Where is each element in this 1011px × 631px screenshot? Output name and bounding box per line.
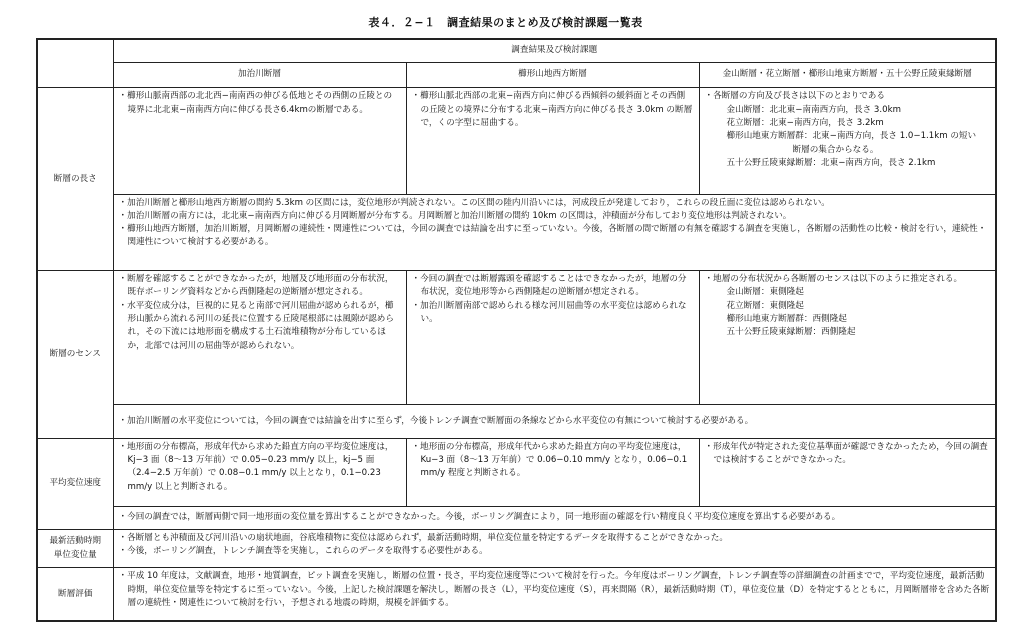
sense-kushigata-west: ・ 今回の調査では断層露頭を確認することはできなかったが，地層の分布状況，変位地形等から西側隆起の逆断層が想定される。 ・ 加治川断層南部で認められる様な河川屈曲等の水平変位は認められない。 bbox=[406, 271, 699, 405]
eval-text: ・ 平成 10 年度は，文献調査，地形・地質調査，ピット調査を実施し，断層の位置・長さ，平均変位速度等について検討を行った。今年度はボーリング調査，トレンチ調査等の詳細調査の計画までで，平均変位速度，最新活動時期，単位変位量等を特定するに至っていない。今後，上記した検討課題を解決し，断層の長さ（L），平均変位速度（S），再来間隔（R），最新活動時期（T），単位変位量（D）を特定するとともに，月岡断層帯を含めた各断層の連続性・関連性について検討を行い，予想される地震の時期，規模を評価する。 bbox=[113, 568, 996, 621]
rate-others: ・ 形成年代が特定された変位基準面が確認できなかったため，今回の調査では検討することができなかった。 bbox=[699, 438, 996, 506]
length-others: ・ 各断層の方向及び長さは以下のとおりである 金山断層：北北東−南南西方向，長さ 3.0km 花立断層：北東−南西方向，長さ 3.2km 櫛形山地東方断層群：北東−南西方向，長さ 1.0−1.1km の短い 断層の集合からなる。 五十公野丘陵東縁断層：北東−南西方向，長さ 2.1km bbox=[699, 88, 996, 194]
length-kushigata-west: ・ 櫛形山脈北西部の北東−南西方向に伸びる西傾斜の緩斜面とその西側の丘陵との境界に分布する北東−南西方向に伸びる長さ 3.0km の断層で，くの字型に屈曲する。 bbox=[406, 88, 699, 194]
latest-notes: ・ 各断層とも沖積面及び河川沿いの扇状地面，谷底堆積物に変位は認められず，最新活動時期，単位変位量を特定するデータを取得することができなかった。 ・ 今後，ボーリング調査，トレンチ調査等を実施し，これらのデータを取得する必要性がある。 bbox=[113, 530, 996, 568]
header-kajikawa: 加治川断層 bbox=[113, 62, 406, 87]
row-label-sense: 断層のセンス bbox=[37, 271, 113, 439]
rate-note: ・ 今回の調査では，断層両側で同一地形面の変位量を算出することができなかった。今後，ボーリング調査により，同一地形面の確認を行い精度良く平均変位速度を算出する必要がある。 bbox=[113, 506, 996, 529]
row-label-length: 断層の長さ bbox=[37, 88, 113, 271]
length-notes: ・ 加治川断層と櫛形山地西方断層の間約 5.3km の区間には，変位地形が判読されない。この区間の陸内川沿いには，河成段丘が発達しており，これらの段丘面に変位は認められない。 ・ 加治川断層の南方には，北北東−南南西方向に伸びる月岡断層が分布する。月岡断層と加治川断層の間約 10km の区間は，沖積面が分布しており変位地形は判読されない。 ・ 櫛形山地西方断層，加治川断層，月岡断層の連続性・関連性については，今回の調査では結論を出すに至っていない。今後，各断層の間で断層の有無を確認する調査を実施し，各断層の活動性の比較・検討を行い，連続性・関連性について検討する必要がある。 bbox=[113, 194, 996, 270]
sense-note: ・ 加治川断層の水平変位については，今回の調査では結論を出すに至らず，今後トレンチ調査で断層面の条線などから水平変位の有無について検討する必要がある。 bbox=[113, 404, 996, 438]
length-kajikawa: ・ 櫛形山脈南西部の北北西−南南西の伸びる低地とその西側の丘陵との境界に北北東−南南西方向に伸びる長さ6.4kmの断層である。 bbox=[113, 88, 406, 194]
row-label-rate: 平均変位速度 bbox=[37, 438, 113, 529]
header-group: 調査結果及び検討課題 bbox=[113, 39, 996, 62]
header-others: 金山断層・花立断層・櫛形山地東方断層・五十公野丘陵東縁断層 bbox=[699, 62, 996, 87]
sense-kajikawa: ・ 断層を確認することができなかったが，地層及び地形面の分布状況，既存ボーリング資料などから西側隆起の逆断層が想定される。 ・ 水平変位成分は，巨視的に見ると南部で河川屈曲が認められるが，櫛形山脈から流れる河川の延長に位置する丘陵尾根部には風隙が認められ，その下流には地形面を構成する土石流堆積物が分布しているほか，北部では河川の屈曲等が認められない。 bbox=[113, 271, 406, 405]
header-kushigata-west: 櫛形山地西方断層 bbox=[406, 62, 699, 87]
rate-kushigata-west: ・ 地形面の分布標高，形成年代から求めた鉛直方向の平均変位速度は，Ku−3 面（8〜13 万年前）で 0.06−0.10 mm/y となり，0.06−0.1 mm/y 程度と判断される。 bbox=[406, 438, 699, 506]
sense-others: ・ 地層の分布状況から各断層のセンスは以下のように推定される。 金山断層：東側隆起 花立断層：東側隆起 櫛形山地東方断層群：西側隆起 五十公野丘陵東縁断層：西側隆起 bbox=[699, 271, 996, 405]
corner-cell bbox=[37, 39, 113, 88]
rate-kajikawa: ・ 地形面の分布標高，形成年代から求めた鉛直方向の平均変位速度は，Kj−3 面（8〜13 万年前）で 0.05−0.23 mm/y 以上，kj−5 面（2.4−2.5 万年前）で 0.08−0.1 mm/y 以上となり，0.1−0.23 mm/y 以上と判断される。 bbox=[113, 438, 406, 506]
row-label-latest: 最新活動時期 単位変位量 bbox=[37, 530, 113, 568]
row-label-eval: 断層評価 bbox=[37, 568, 113, 621]
summary-table bbox=[36, 38, 997, 622]
table-title: 表４．２−１ 調査結果のまとめ及び検討課題一覧表 bbox=[368, 16, 643, 29]
